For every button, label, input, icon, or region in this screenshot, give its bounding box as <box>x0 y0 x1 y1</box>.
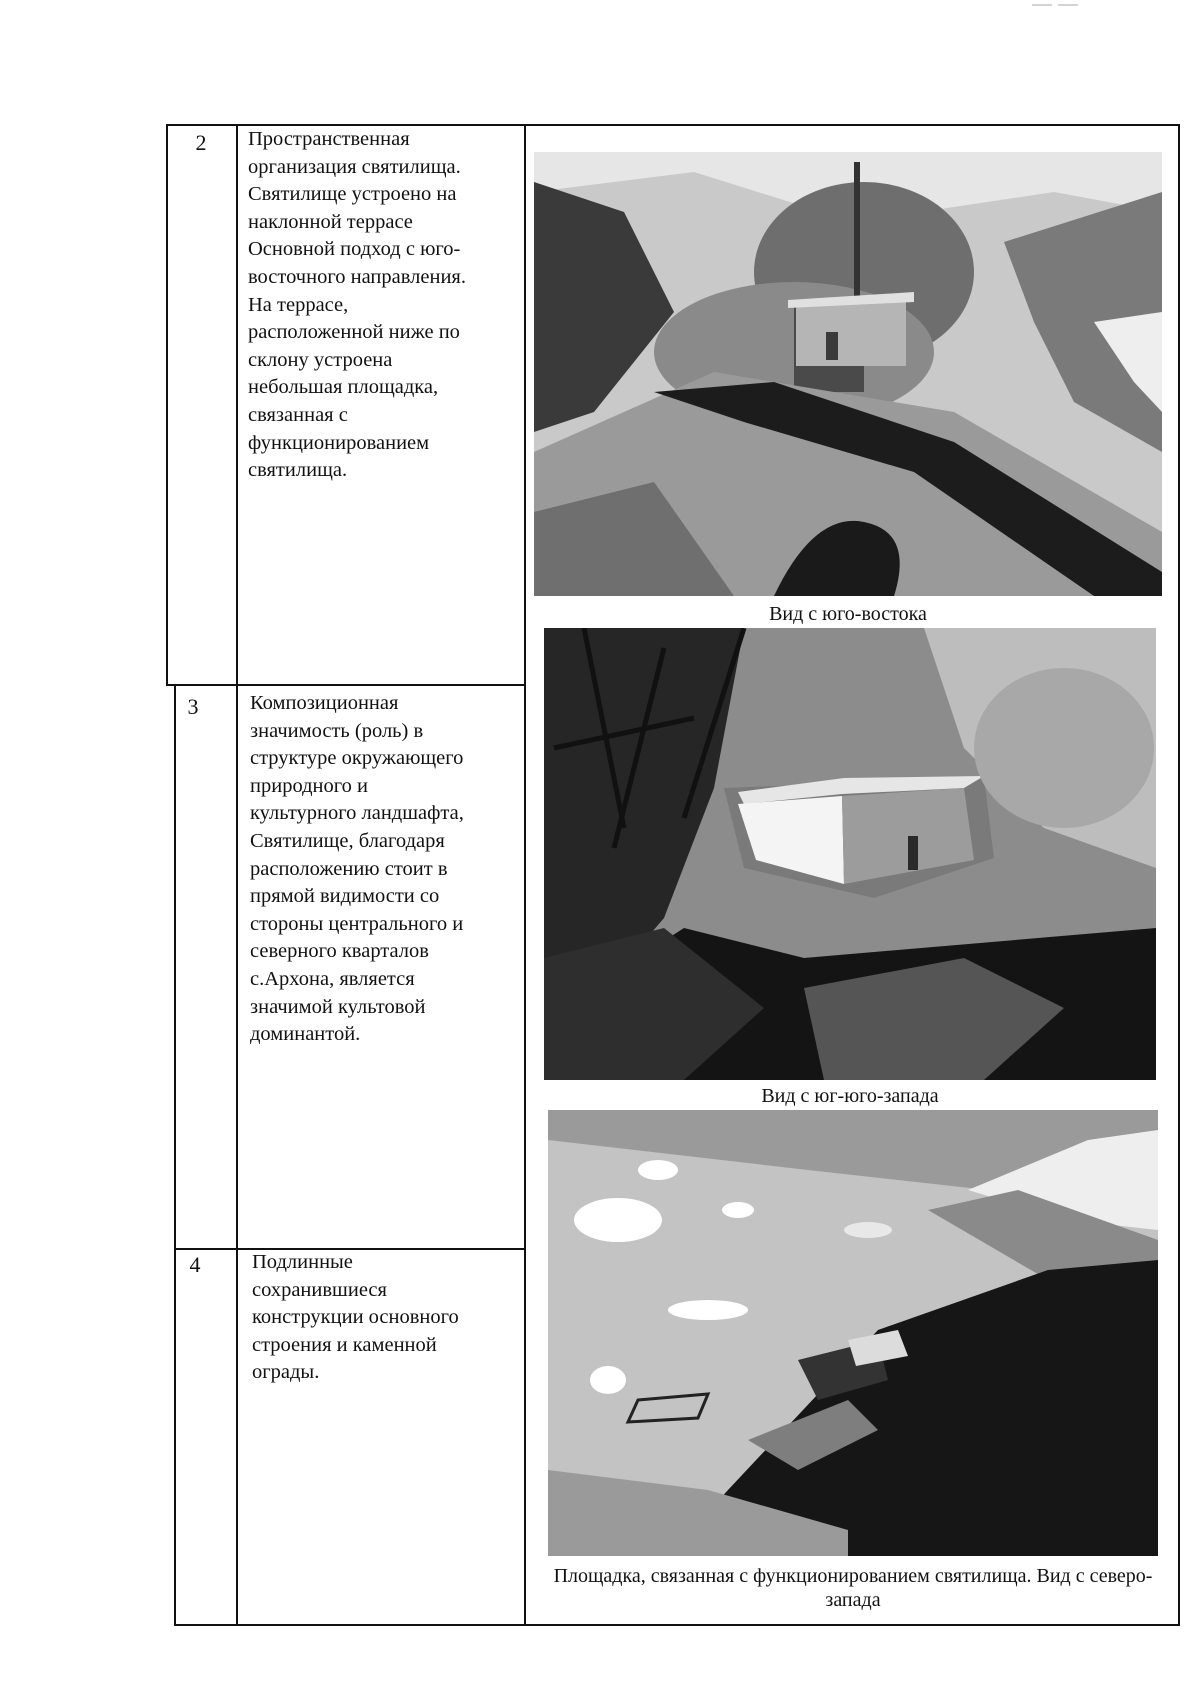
photo-northwest-platform-view <box>548 1110 1158 1556</box>
column-divider-1 <box>236 124 238 1626</box>
table-left-border-lower <box>174 684 176 1626</box>
photo-caption: Вид с юго-востока <box>769 603 927 625</box>
row-description: Композиционная значимость (роль) в структуре окружающего природного и культурного ландшафта, Святилище, благодаря расположению стоит в прямой видимости со стороны центрального и северного кварталов с.Архона, является значимой культовой доминантой. <box>250 692 464 1046</box>
table-bottom-border <box>174 1624 1180 1626</box>
row-number: 3 <box>187 694 199 719</box>
photo-caption: Вид с юг-юго-запада <box>761 1085 939 1107</box>
row-number: 2 <box>195 130 207 155</box>
photo-caption: Площадка, связанная с функционированием святилища. Вид с северо-запада <box>553 1565 1153 1611</box>
photo-south-southwest-view <box>544 628 1156 1080</box>
table-right-border <box>1178 124 1180 1626</box>
row-divider-1 <box>166 684 526 686</box>
row-description: Пространственная организация святилища. Святилище устроено на наклонной террасе Основной подход с юго- восточного направления. На террасе, расположенной ниже по склону устроена небольшая площадка, связанная с функционированием святилища. <box>248 128 466 482</box>
table-left-border <box>166 124 168 684</box>
column-divider-2 <box>524 124 526 1626</box>
scan-mark <box>1032 2 1080 8</box>
row-description: Подлинные сохранившиеся конструкции основного строения и каменной ограды. <box>252 1251 459 1384</box>
row-number: 4 <box>189 1252 201 1277</box>
photo-southeast-view <box>534 152 1162 596</box>
